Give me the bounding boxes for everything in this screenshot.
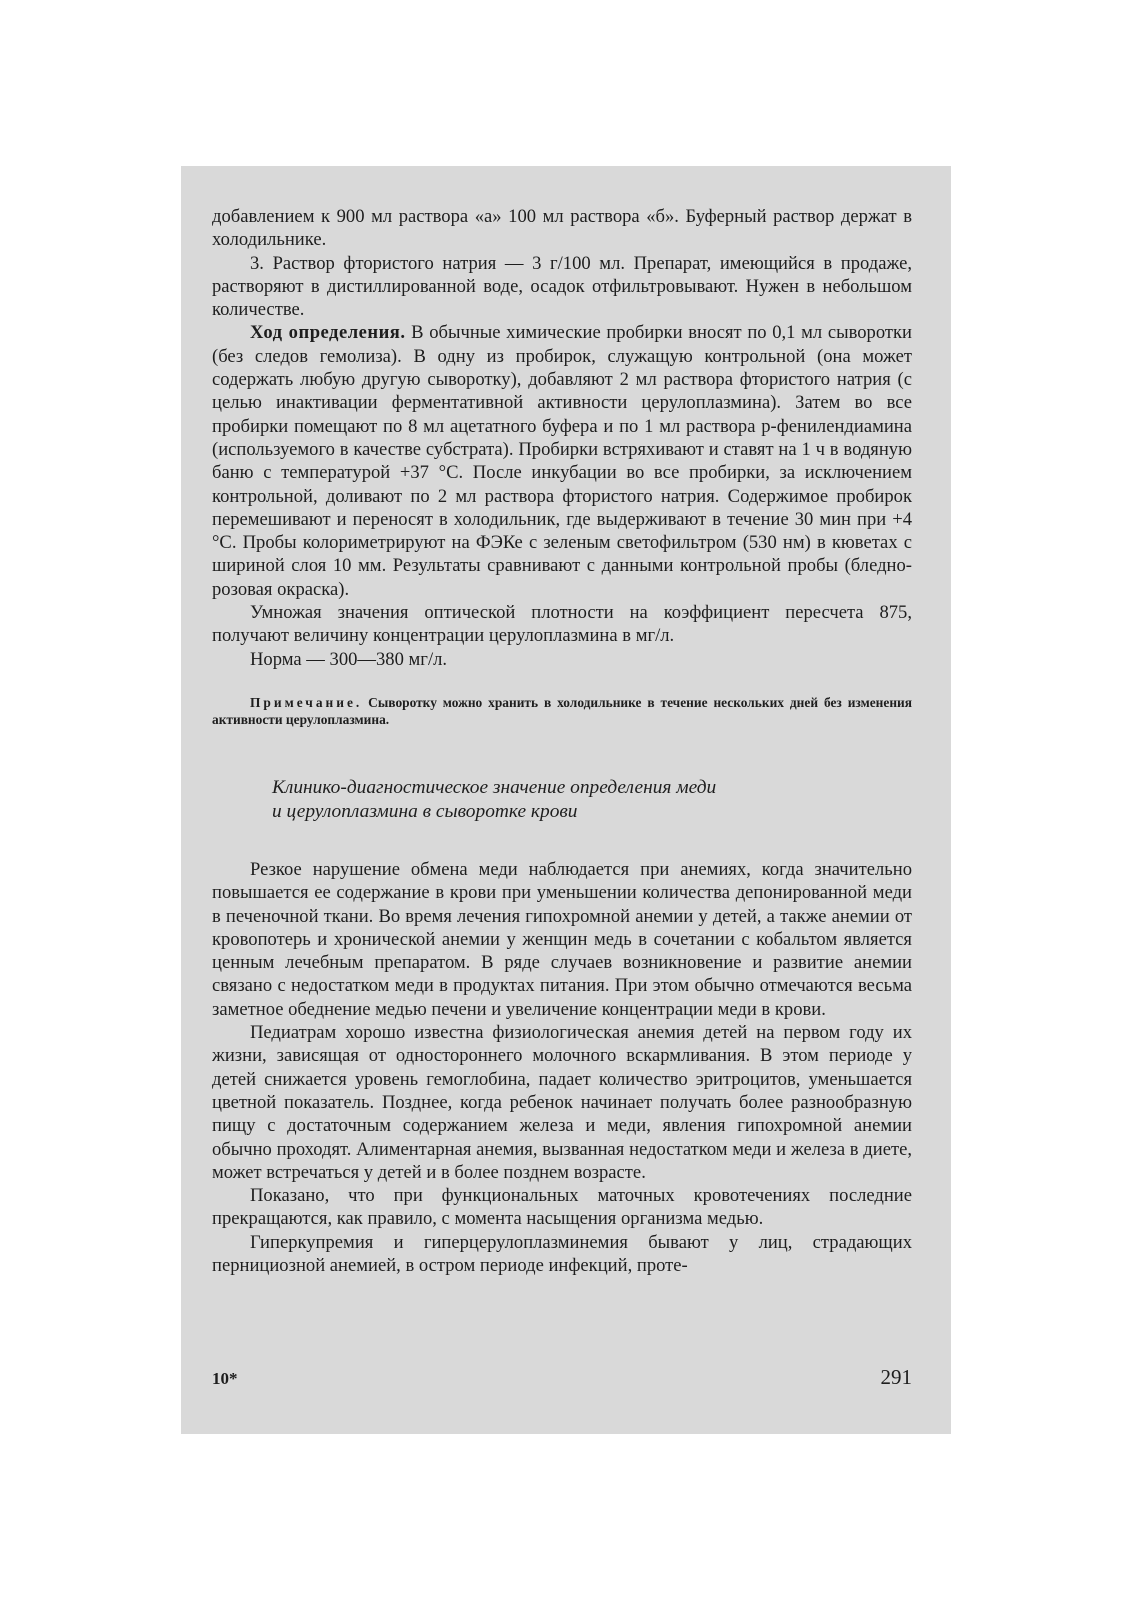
paragraph-calculation: Умножая значения оптической плотности на коэффициент пересчета 875, получают величину концентрации церулоплазмина в мг/л. — [212, 602, 912, 647]
section-heading-line-2: и церулоплазмина в сыворотке крови — [272, 800, 578, 822]
section-heading — [272, 776, 912, 824]
paragraph-norm: Норма — 300—380 мг/л. — [250, 648, 448, 670]
section-heading-line-1: Клинико-диагностическое значение определения меди — [272, 776, 717, 798]
note — [212, 694, 912, 728]
procedure-text: В обычные химические пробирки вносят по 0,1 мл сыворотки (без следов гемолиза). В одну из пробирок, служащую контрольной (она может содержать любую другую сыворотку), добавляют 2 мл раствора фтористого натрия (с целью инактивации ферментативной активности церулоплазмина). Затем во все пробирки помещают по 8 мл ацетатного буфера и по 1 мл раствора р-фенилендиамина (используемого в качестве субстрата). Пробирки встряхивают и ставят на 1 ч в водяную баню с температурой +37 °С. После инкубации во все пробирки, за исключением контрольной, доливают по 2 мл раствора фтористого натрия. Содержимое пробирок перемешивают и переносят в холодильник, где выдерживают в течение 30 мин при +4 °С. Пробы колориметрируют на ФЭКе с зеленым светофильтром (530 нм) в кюветах с шириной слоя 10 мм. Результаты сравнивают с данными контрольной пробы (бледно-розовая окраска). — [212, 322, 912, 600]
section-body — [212, 858, 912, 1277]
paragraph-sodium-fluoride: 3. Раствор фтористого натрия — 3 г/100 мл. Препарат, имеющийся в продаже, растворяют в дистиллированной воде, осадок отфильтровывают. Нужен в небольшом количестве. — [212, 252, 912, 321]
page-body — [212, 205, 912, 1277]
procedure-runin-heading: Ход определения. — [250, 322, 406, 344]
paragraph-buffer-end: добавлением к 900 мл раствора «а» 100 мл раствора «б». Буферный раствор держат в холодильнике. — [212, 206, 912, 251]
section-paragraph: Показано, что при функциональных маточных кровотечениях последние прекращаются, как правило, с момента насыщения организма медью. — [212, 1185, 912, 1230]
section-paragraph: Гиперкупремия и гиперцерулоплазминемия бывают у лиц, страдающих пернициозной анемией, в остром периоде инфекций, проте- — [212, 1231, 912, 1276]
section-paragraph: Резкое нарушение обмена меди наблюдается при анемиях, когда значительно повышается ее содержание в крови при уменьшении количества депонированной меди в печеночной ткани. Во время лечения гипохромной анемии у детей, а также анемии от кровопотерь и хронической анемии у женщин медь в сочетании с кобальтом является ценным лечебным препаратом. В ряде случаев возникновение и развитие анемии связано с недостатком меди в продуктах питания. При этом обычно отмечаются весьма заметное обеднение медью печени и увеличение концентрации меди в крови. — [212, 858, 912, 1020]
note-text: Сыворотку можно хранить в холодильнике в течение нескольких дней без изменения активности церулоплазмина. — [212, 694, 912, 727]
section-paragraph: Педиатрам хорошо известна физиологическая анемия детей на первом году их жизни, зависящая от одностороннего молочного вскармливания. В этом периоде у детей снижается уровень гемоглобина, падает количество эритроцитов, уменьшается цветной показатель. Позднее, когда ребенок начинает получать более разнообразную пищу с достаточным содержанием железа и меди, явления гипохромной анемии обычно проходят. Алиментарная анемия, вызванная недостатком меди и железа в диете, может встречаться у детей и в более позднем возрасте. — [212, 1022, 912, 1183]
page-footer — [212, 1365, 912, 1395]
page-number: 291 — [880, 1365, 912, 1389]
paragraph-procedure — [212, 321, 912, 601]
note-label: Примечание. — [250, 694, 363, 710]
signature-mark: 10* — [212, 1369, 238, 1388]
